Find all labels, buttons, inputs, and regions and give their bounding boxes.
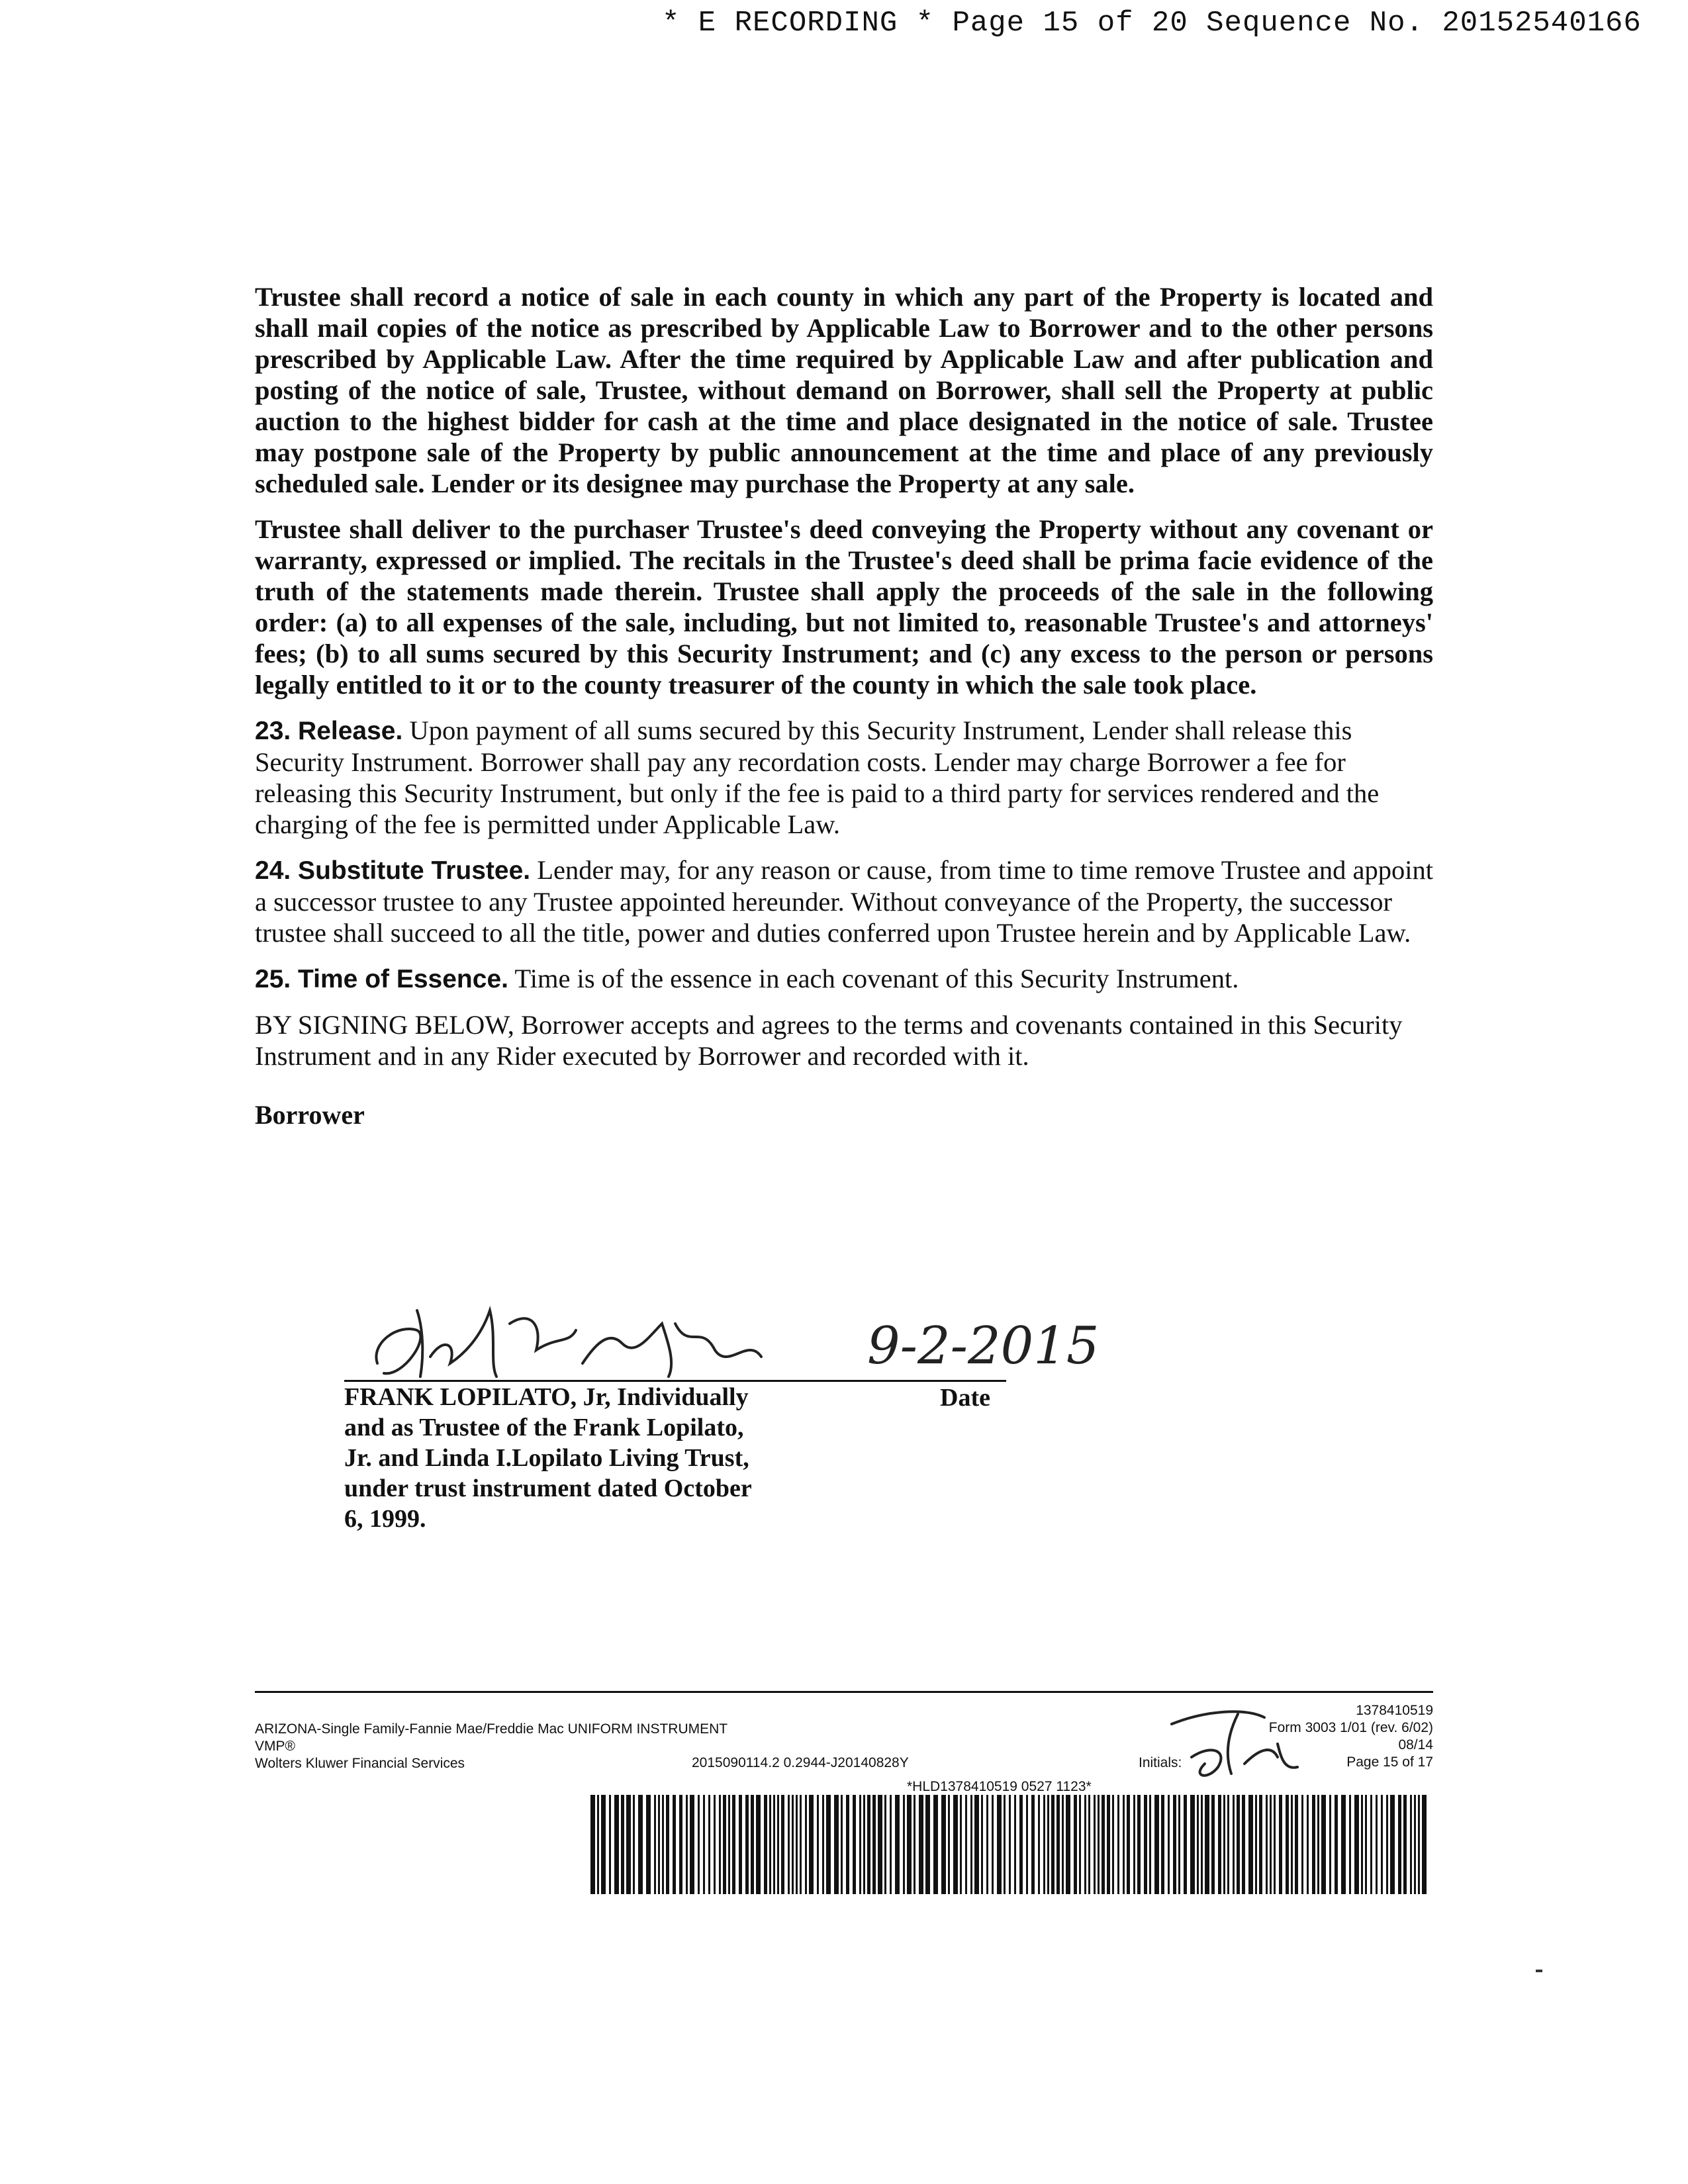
barcode-bar [1312, 1795, 1315, 1894]
barcode-bar [1062, 1795, 1064, 1894]
barcode-bar [769, 1795, 771, 1894]
barcode [589, 1795, 1430, 1894]
footer-doc-code: 2015090114.2 0.2944-J20140828Y [692, 1755, 909, 1770]
barcode-bar [1381, 1795, 1383, 1894]
barcode-bar [751, 1795, 754, 1894]
barcode-bar [859, 1795, 861, 1894]
barcode-bar [1201, 1795, 1203, 1894]
barcode-bar [1133, 1795, 1135, 1894]
barcode-bar [1341, 1795, 1346, 1894]
barcode-bar [1088, 1795, 1090, 1894]
barcode-bar [1014, 1795, 1016, 1894]
barcode-bar [1279, 1795, 1282, 1894]
barcode-bar [1233, 1795, 1235, 1894]
footer-page-of: Page 15 of 17 [1346, 1754, 1433, 1770]
barcode-bar [773, 1795, 775, 1894]
signer-name-block [344, 1382, 861, 1534]
barcode-bar [1259, 1795, 1262, 1894]
barcode-bar [1043, 1795, 1045, 1894]
barcode-bar [690, 1795, 694, 1894]
svg-text:9-2-2015: 9-2-2015 [867, 1316, 1100, 1376]
barcode-bar [981, 1795, 983, 1894]
barcode-bar [1422, 1795, 1427, 1894]
barcode-bar [1410, 1795, 1412, 1894]
barcode-bar [601, 1795, 606, 1894]
barcode-bar [853, 1795, 856, 1894]
section-24-text: Lender may, for any reason or cause, from time to time remove Trustee and appoint a successor trustee to any Trustee appointed hereunder. Without conveyance of the Property, the successor trustee shall succeed to all the title, power and duties conferred upon Trustee herein and by Applicable Law. [255, 855, 1433, 948]
section-24-substitute-trustee [255, 854, 1433, 948]
edge-tick-mark [1536, 1970, 1542, 1972]
barcode-bar [723, 1795, 726, 1894]
barcode-bar [1307, 1795, 1309, 1894]
barcode-bar [679, 1795, 682, 1894]
barcode-bar [638, 1795, 643, 1894]
section-23-title: 23. Release. [255, 717, 403, 745]
barcode-bar [1354, 1795, 1359, 1894]
footer-form-number: Form 3003 1/01 (rev. 6/02) [1268, 1720, 1433, 1735]
barcode-bar [925, 1795, 930, 1894]
barcode-bar [1266, 1795, 1268, 1894]
signer-line-5: 6, 1999. [344, 1505, 426, 1533]
barcode-bar [1248, 1795, 1253, 1894]
section-23-release [255, 715, 1433, 840]
footer-publisher: Wolters Kluwer Financial Services [255, 1756, 465, 1771]
barcode-bar [597, 1795, 599, 1894]
barcode-bar [1149, 1795, 1151, 1894]
barcode-bar [1286, 1795, 1289, 1894]
barcode-bar [1173, 1795, 1176, 1894]
barcode-bar [662, 1795, 664, 1894]
barcode-bar [1361, 1795, 1363, 1894]
barcode-bar [1365, 1795, 1367, 1894]
barcode-bar [732, 1795, 735, 1894]
barcode-bar [1168, 1795, 1170, 1894]
barcode-bar [1102, 1795, 1105, 1894]
barcode-bar [1026, 1795, 1028, 1894]
barcode-bar [1291, 1795, 1293, 1894]
section-25-time-of-essence [255, 963, 1433, 995]
barcode-bar [796, 1795, 798, 1894]
barcode-bar [1084, 1795, 1086, 1894]
barcode-bar [965, 1795, 967, 1894]
signer-line-2: and as Trustee of the Frank Lopilato, [344, 1414, 744, 1441]
signer-line-1: FRANK LOPILATO, Jr, Individually [344, 1383, 749, 1411]
barcode-bar [1237, 1795, 1240, 1894]
section-25-title: 25. Time of Essence. [255, 965, 508, 993]
barcode-bar [673, 1795, 676, 1894]
hld-code: *HLD1378410519 0527 1123* [907, 1779, 1092, 1794]
barcode-bar [817, 1795, 819, 1894]
barcode-bar [621, 1795, 624, 1894]
barcode-bar [777, 1795, 779, 1894]
barcode-bar [781, 1795, 784, 1894]
barcode-bar [1386, 1795, 1388, 1894]
barcode-bar [846, 1795, 849, 1894]
barcode-bar [1079, 1795, 1081, 1894]
barcode-bar [1144, 1795, 1147, 1894]
barcode-bar [863, 1795, 865, 1894]
barcode-bar [986, 1795, 988, 1894]
barcode-bar [809, 1795, 814, 1894]
barcode-bar [903, 1795, 905, 1894]
footer-form-title: ARIZONA-Single Family-Fannie Mae/Freddie Mac UNIFORM INSTRUMENT [255, 1721, 728, 1737]
barcode-bar [997, 1795, 1002, 1894]
barcode-bar [1178, 1795, 1180, 1894]
initials-label: Initials: [1139, 1755, 1182, 1770]
trustee-deed-paragraph: Trustee shall deliver to the purchaser Trustee's deed conveying the Property without any covenant or warranty, expressed or implied. The recitals in the Trustee's deed shall be prima facie evidence of the truth of the statements made therein. Trustee shall apply the proceeds of the sale in the following order: (a) to all expenses of the sale, including, but not limited to, reasonable Trustee's and attorneys' fees; (b) to all sums secured by this Security Instrument; and (c) any excess to the person or persons legally entitled to it or to the county treasurer of the county in which the sale took place. [255, 514, 1433, 700]
barcode-bar [884, 1795, 886, 1894]
barcode-bar [867, 1795, 870, 1894]
barcode-bar [800, 1795, 802, 1894]
barcode-bar [805, 1795, 807, 1894]
barcode-bar [756, 1795, 761, 1894]
barcode-bar [1274, 1795, 1276, 1894]
barcode-bar [914, 1795, 915, 1894]
signature-block [344, 1284, 1205, 1535]
barcode-bar [633, 1795, 635, 1894]
barcode-bar [658, 1795, 660, 1894]
barcode-bar [974, 1795, 979, 1894]
barcode-bar [1184, 1795, 1187, 1894]
barcode-bar [841, 1795, 843, 1894]
barcode-bar [907, 1795, 912, 1894]
borrower-label: Borrower [255, 1100, 365, 1130]
barcode-bar [1255, 1795, 1257, 1894]
barcode-bar [1031, 1795, 1035, 1894]
barcode-bar [654, 1795, 656, 1894]
barcode-bar [728, 1795, 730, 1894]
section-25-text: Time is of the essence in each covenant of this Security Instrument. [514, 964, 1239, 993]
barcode-bar [1112, 1795, 1114, 1894]
barcode-bar [890, 1795, 892, 1894]
barcode-bar [1009, 1795, 1011, 1894]
section-24-title: 24. Substitute Trustee. [255, 856, 531, 885]
signing-statement: BY SIGNING BELOW, Borrower accepts and agrees to the terms and covenants contained in this Security Instrument and in any Rider executed by Borrower and recorded with it. [255, 1010, 1403, 1071]
barcode-bar [739, 1795, 742, 1894]
barcode-bar [745, 1795, 749, 1894]
barcode-bar [686, 1795, 688, 1894]
barcode-bar [719, 1795, 721, 1894]
barcode-bar [933, 1795, 938, 1894]
barcode-bar [1335, 1795, 1338, 1894]
barcode-bar [834, 1795, 839, 1894]
barcode-bar [1047, 1795, 1049, 1894]
footer-form-info [255, 1721, 727, 1772]
barcode-bar [948, 1795, 950, 1894]
barcode-bar [992, 1795, 994, 1894]
barcode-bar [1295, 1795, 1298, 1894]
barcode-bar [1154, 1795, 1159, 1894]
barcode-bar [1038, 1795, 1040, 1894]
barcode-bar [1190, 1795, 1195, 1894]
barcode-bar [614, 1795, 619, 1894]
barcode-bar [1056, 1795, 1060, 1894]
barcode-bar [1223, 1795, 1225, 1894]
trustee-sale-paragraph: Trustee shall record a notice of sale in each county in which any part of the Property is located and shall mail copies of the notice as prescribed by Applicable Law to Borrower and to the other persons prescribed by Applicable Law. After the time required by Applicable Law and after publication and posting of the notice of sale, Trustee, without demand on Borrower, shall sell the Property at public auction to the highest bidder for cash at the time and place designated in the notice of sale. Trustee may postpone sale of the Property by public announcement at the time and place of any previously scheduled sale. Lender or its designee may purchase the Property at any sale. [255, 282, 1433, 498]
barcode-bar [1376, 1795, 1378, 1894]
barcode-bar [953, 1795, 958, 1894]
initials-signature-mark [1165, 1704, 1317, 1784]
barcode-bar [698, 1795, 700, 1894]
barcode-bar [1161, 1795, 1164, 1894]
barcode-bar [1321, 1795, 1326, 1894]
barcode-bar [970, 1795, 972, 1894]
document-body [255, 281, 1433, 1130]
barcode-bar [895, 1795, 900, 1894]
barcode-bar [1270, 1795, 1272, 1894]
barcode-bar [1004, 1795, 1006, 1894]
barcode-bar [764, 1795, 767, 1894]
barcode-bar [1242, 1795, 1245, 1894]
barcode-bar [1418, 1795, 1420, 1894]
barcode-bar [703, 1795, 705, 1894]
barcode-bar [960, 1795, 962, 1894]
barcode-bar [1414, 1795, 1416, 1894]
barcode-bar [714, 1795, 716, 1894]
borrower-signature-mark [357, 1284, 821, 1383]
footer-revision: 08/14 [1398, 1737, 1433, 1752]
barcode-bar [1390, 1795, 1395, 1894]
barcode-bar [1218, 1795, 1221, 1894]
footer-rule [255, 1691, 1433, 1693]
barcode-bar [872, 1795, 876, 1894]
barcode-bar [1117, 1795, 1119, 1894]
signer-line-4: under trust instrument dated October [344, 1475, 752, 1502]
date-label: Date [940, 1384, 990, 1412]
barcode-bar [708, 1795, 710, 1894]
barcode-bar [1349, 1795, 1351, 1894]
barcode-bar [1019, 1795, 1023, 1894]
barcode-bar [1403, 1795, 1407, 1894]
barcode-bar [1137, 1795, 1141, 1894]
barcode-bar [1107, 1795, 1110, 1894]
barcode-bar [792, 1795, 794, 1894]
barcode-bar [1211, 1795, 1215, 1894]
barcode-bar [609, 1795, 611, 1894]
barcode-bar [626, 1795, 631, 1894]
barcode-bar [1329, 1795, 1331, 1894]
barcode-bar [1227, 1795, 1229, 1894]
barcode-bar [1051, 1795, 1055, 1894]
barcode-bar [878, 1795, 882, 1894]
barcode-bar [1197, 1795, 1199, 1894]
barcode-bar [822, 1795, 824, 1894]
footer-loan-number: 1378410519 [1356, 1703, 1433, 1718]
barcode-bar [826, 1795, 831, 1894]
barcode-bar [1094, 1795, 1096, 1894]
barcode-bar [941, 1795, 946, 1894]
signer-line-3: Jr. and Linda I.Lopilato Living Trust, [344, 1444, 749, 1472]
barcode-bar [1127, 1795, 1130, 1894]
barcode-bar [646, 1795, 651, 1894]
footer-vmp: VMP® [255, 1739, 295, 1754]
barcode-bar [1098, 1795, 1100, 1894]
barcode-bar [590, 1795, 595, 1894]
barcode-bar [1205, 1795, 1209, 1894]
barcode-bar [919, 1795, 923, 1894]
barcode-bar [666, 1795, 669, 1894]
section-23-text: Upon payment of all sums secured by this Security Instrument, Lender shall release this Security Instrument. Borrower shall pay any recordation costs. Lender may charge Borrower a fee for releasing this Security Instrument, but only if the fee is paid to a third party for services rendered and the charging of the fee is permitted under Applicable Law. [255, 715, 1380, 839]
barcode-bar [1074, 1795, 1077, 1894]
barcode-bar [1123, 1795, 1125, 1894]
barcode-bar [788, 1795, 790, 1894]
barcode-bar [1317, 1795, 1319, 1894]
recording-header: * E RECORDING * Page 15 of 20 Sequence No. 20152540166 [662, 7, 1642, 40]
barcode-bar [1398, 1795, 1401, 1894]
barcode-bar [1370, 1795, 1372, 1894]
barcode-bar [1066, 1795, 1070, 1894]
barcode-bar [1301, 1795, 1303, 1894]
handwritten-date [854, 1284, 1132, 1383]
